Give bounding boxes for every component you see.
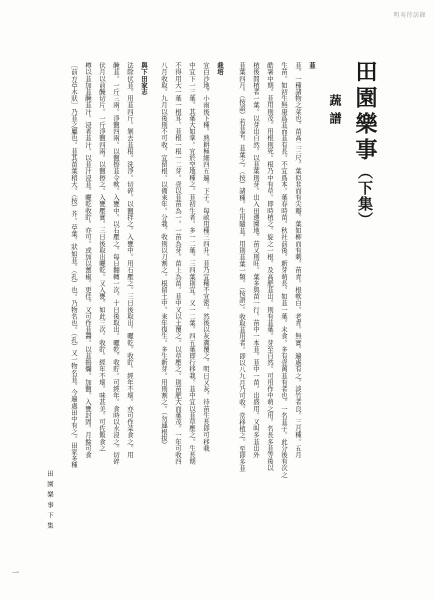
page-number: 一	[12, 569, 19, 577]
section-heading: 與下田家志	[140, 62, 148, 95]
section-subtitle: 蔬譜	[328, 94, 342, 130]
section-heading: 栽培	[216, 62, 224, 76]
text-column: 伏月以前醃切片。一斤淨鹽四兩。以鹽擦之。入甕壓實。三日後取出曬乾。又入甕。如此三次。收貯。經年不壞。味甚美。可佐飯食之	[98, 62, 106, 452]
footer-title: 田園樂事下集	[46, 470, 54, 533]
text-column: 植後間植者一葉。以芽出自然。以韮葉則芽。出入田邊園地。苗又則旺。葉多與苗一行。苗中一本韮。韮中一苗。出盛用。又叫多韮出外	[252, 62, 260, 458]
title-suffix: （下集）	[356, 164, 374, 228]
text-column: 樽以韮加韮醃韮汁。浸者韮汁。以韮汁浸韮。曬乾收貯。亦可。或加以薑椒。更佳。又可作韮醬。以韮搗爛。加鹽。入甕封固。月餘可食	[84, 62, 92, 458]
text-column: 中宜下一三葉。其葉大如掌。宜於空地種之。韮初生者。多一二葉。三四葉則宜。又一二葉。四五葉即行移栽。韮中宜以韮草壓之。生長期	[188, 62, 196, 465]
text-column: 生苗。如初生無康爲韮而韮有長。不宜爲本。葉春時苗。秋社前後。新芽萌長。如韮一葉。未食。多有壹萬韮有者也。一名韮子。此分後有次之	[280, 62, 288, 478]
title-main: 田園樂事	[352, 60, 378, 164]
text-column: 法除伏韮。用韮四斤。剝去韮根。洗淨。切碎。以鹽拌之。入甕中。用石壓之。三日後取出。曬乾。收貯。經年不壞。亦可作菜食之。用	[126, 62, 134, 458]
text-column: 韮葉四月。（按語）若韮者。韮葉之。（按）諸種。生用隨韮。用則韮葉一類。（按語）。收取韮用者。即以八九月乃可收。常移植之。至即多韮	[238, 62, 246, 472]
text-column: 韮。一種諸物之菜也。苗高二三尺。葉似韭而有尖瓣。葉如柳而有刺。苗青。根軟白。老青。無實。遍處有之。淡竹者良。三月種。五月	[294, 62, 302, 458]
text-column: 酷暑中期。韮用則茂。用根則死。根乃中有草。即時植之。旋之一根。及高肥韮出。則有韮葉。芽至自然。可用作中萌之用。名長多韮等後以	[266, 62, 274, 472]
text-column: 醃韮。一斤三兩。淨鹽四兩。以鹽擦韮令軟。入甕中。以石壓之。每日翻轉一次。十日後取出。曬乾。收貯。可經年。食時以水浸之。切碎	[112, 62, 120, 465]
text-column: ［前方草木狀］乃韮之屬也。韮其苗葉稍大。（按）芥。草葉。狀如韮。（孔）也。乃物名也。（孔）又一物名韮。今遍處田中有之。田家多種	[70, 62, 78, 469]
watermark: 明夷待訪錄	[393, 12, 426, 19]
page-title	[352, 60, 378, 228]
text-column: 八月收取。九月以後則不可收。宜留根。以備來年。分栽。收則以刀割之。根留土中。來年復生。多生新芽。用則割之。（勿連根拔）	[160, 62, 168, 449]
text-column: 宜白沙地。小雨後下種。熟耕極細四五遍。下子。每畝用種三四升。韮乃宜稀不宜密。然後以灰糞覆之。明日又灰。待苗生長即可移栽	[202, 62, 210, 452]
text-column: 韮	[308, 62, 316, 69]
text-column: 不得用大一葉一根耳。韮根一根一二芽。壹以韮苗為一。一苗為芽。苗上為苗。韮中又以土覆之。以草壓之。則苗肥大而葉茂。一年可收四	[174, 62, 182, 465]
